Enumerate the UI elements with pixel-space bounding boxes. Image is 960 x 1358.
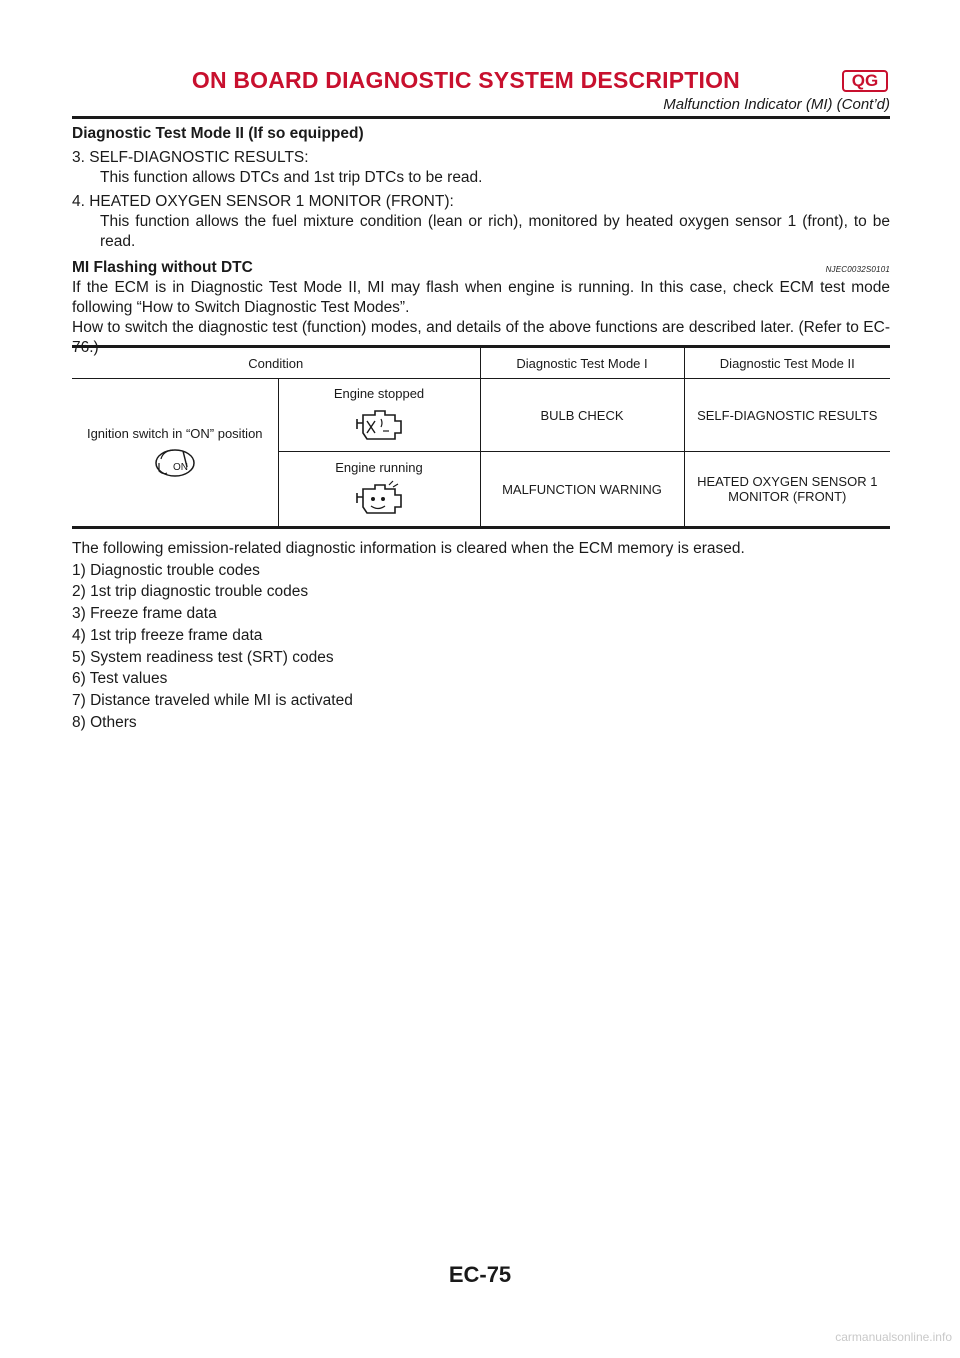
page-subtitle: Malfunction Indicator (MI) (Cont’d)	[663, 96, 890, 113]
table-cell-state	[278, 452, 480, 528]
list-item: 7) Distance traveled while MI is activated	[72, 691, 353, 709]
list-intro: The following emission-related diagnostic information is cleared when the ECM memory is erased.	[72, 540, 745, 557]
table-cell-mode-1: BULB CHECK	[480, 379, 684, 452]
section-heading-mi-flashing: MI Flashing without DTC	[72, 259, 253, 276]
item-title: 3. SELF-DIAGNOSTIC RESULTS:	[72, 149, 309, 166]
paragraph: How to switch the diagnostic test (function) modes, and details of the above functions are described later. (Refer to EC-76.)	[72, 319, 890, 356]
item-description: This function allows the fuel mixture condition (lean or rich), monitored by heated oxygen sensor 1 (front), to be read.	[100, 213, 890, 250]
engine-state-label: Engine running	[335, 459, 423, 475]
key-on-text: ON	[172, 462, 188, 473]
table-cell-state	[278, 379, 480, 452]
header-divider	[72, 116, 890, 119]
list-item: 2) 1st trip diagnostic trouble codes	[72, 583, 309, 601]
cleared-info-list	[72, 538, 890, 733]
table-cell-mode-1: MALFUNCTION WARNING	[480, 452, 684, 528]
condition-label: Ignition switch in “ON” position	[86, 426, 263, 441]
table-cell-mode-2	[684, 452, 890, 528]
table-cell-condition	[72, 379, 278, 528]
list-item: 4) 1st trip freeze frame data	[72, 626, 263, 644]
column-header: Diagnostic Test Mode II	[684, 347, 890, 379]
watermark: carmanualsonline.info	[835, 1330, 952, 1344]
engine-stopped-icon	[353, 405, 405, 445]
list-item: 8) Others	[72, 713, 137, 731]
item-title: 4. HEATED OXYGEN SENSOR 1 MONITOR (FRONT):	[72, 193, 454, 210]
list-item: 6) Test values	[72, 670, 168, 688]
column-header: Diagnostic Test Mode I	[480, 347, 684, 379]
test-mode-table	[72, 345, 890, 529]
list-item: 1) Diagnostic trouble codes	[72, 561, 260, 579]
table-row	[72, 379, 890, 452]
list-item: 3) Freeze frame data	[72, 605, 217, 623]
mode-2-line: HEATED OXYGEN SENSOR 1	[697, 474, 878, 489]
body-text	[72, 124, 890, 358]
engine-state-label: Engine stopped	[333, 385, 425, 401]
reference-code: NJEC0032S0101	[825, 265, 890, 274]
table-header-row	[72, 347, 890, 379]
column-header: Condition	[72, 347, 480, 379]
list-item: 5) System readiness test (SRT) codes	[72, 648, 334, 666]
engine-running-icon	[353, 479, 405, 519]
paragraph: If the ECM is in Diagnostic Test Mode II, MI may flash when engine is running. In this case, check ECM test mode following “How to Switch Diagnostic Test Modes”.	[72, 279, 890, 316]
section-heading-test-mode-2: Diagnostic Test Mode II (If so equipped)	[72, 125, 364, 142]
item-description: This function allows DTCs and 1st trip DTCs to be read.	[100, 169, 483, 186]
table-cell-mode-2: SELF-DIAGNOSTIC RESULTS	[684, 379, 890, 452]
section-heading-row	[72, 258, 890, 278]
engine-code-badge: QG	[842, 70, 888, 92]
mode-2-line: MONITOR (FRONT)	[728, 489, 847, 504]
ignition-key-on-icon	[153, 445, 197, 479]
page-title: ON BOARD DIAGNOSTIC SYSTEM DESCRIPTION	[191, 67, 740, 93]
page-number: EC-75	[448, 1262, 512, 1287]
